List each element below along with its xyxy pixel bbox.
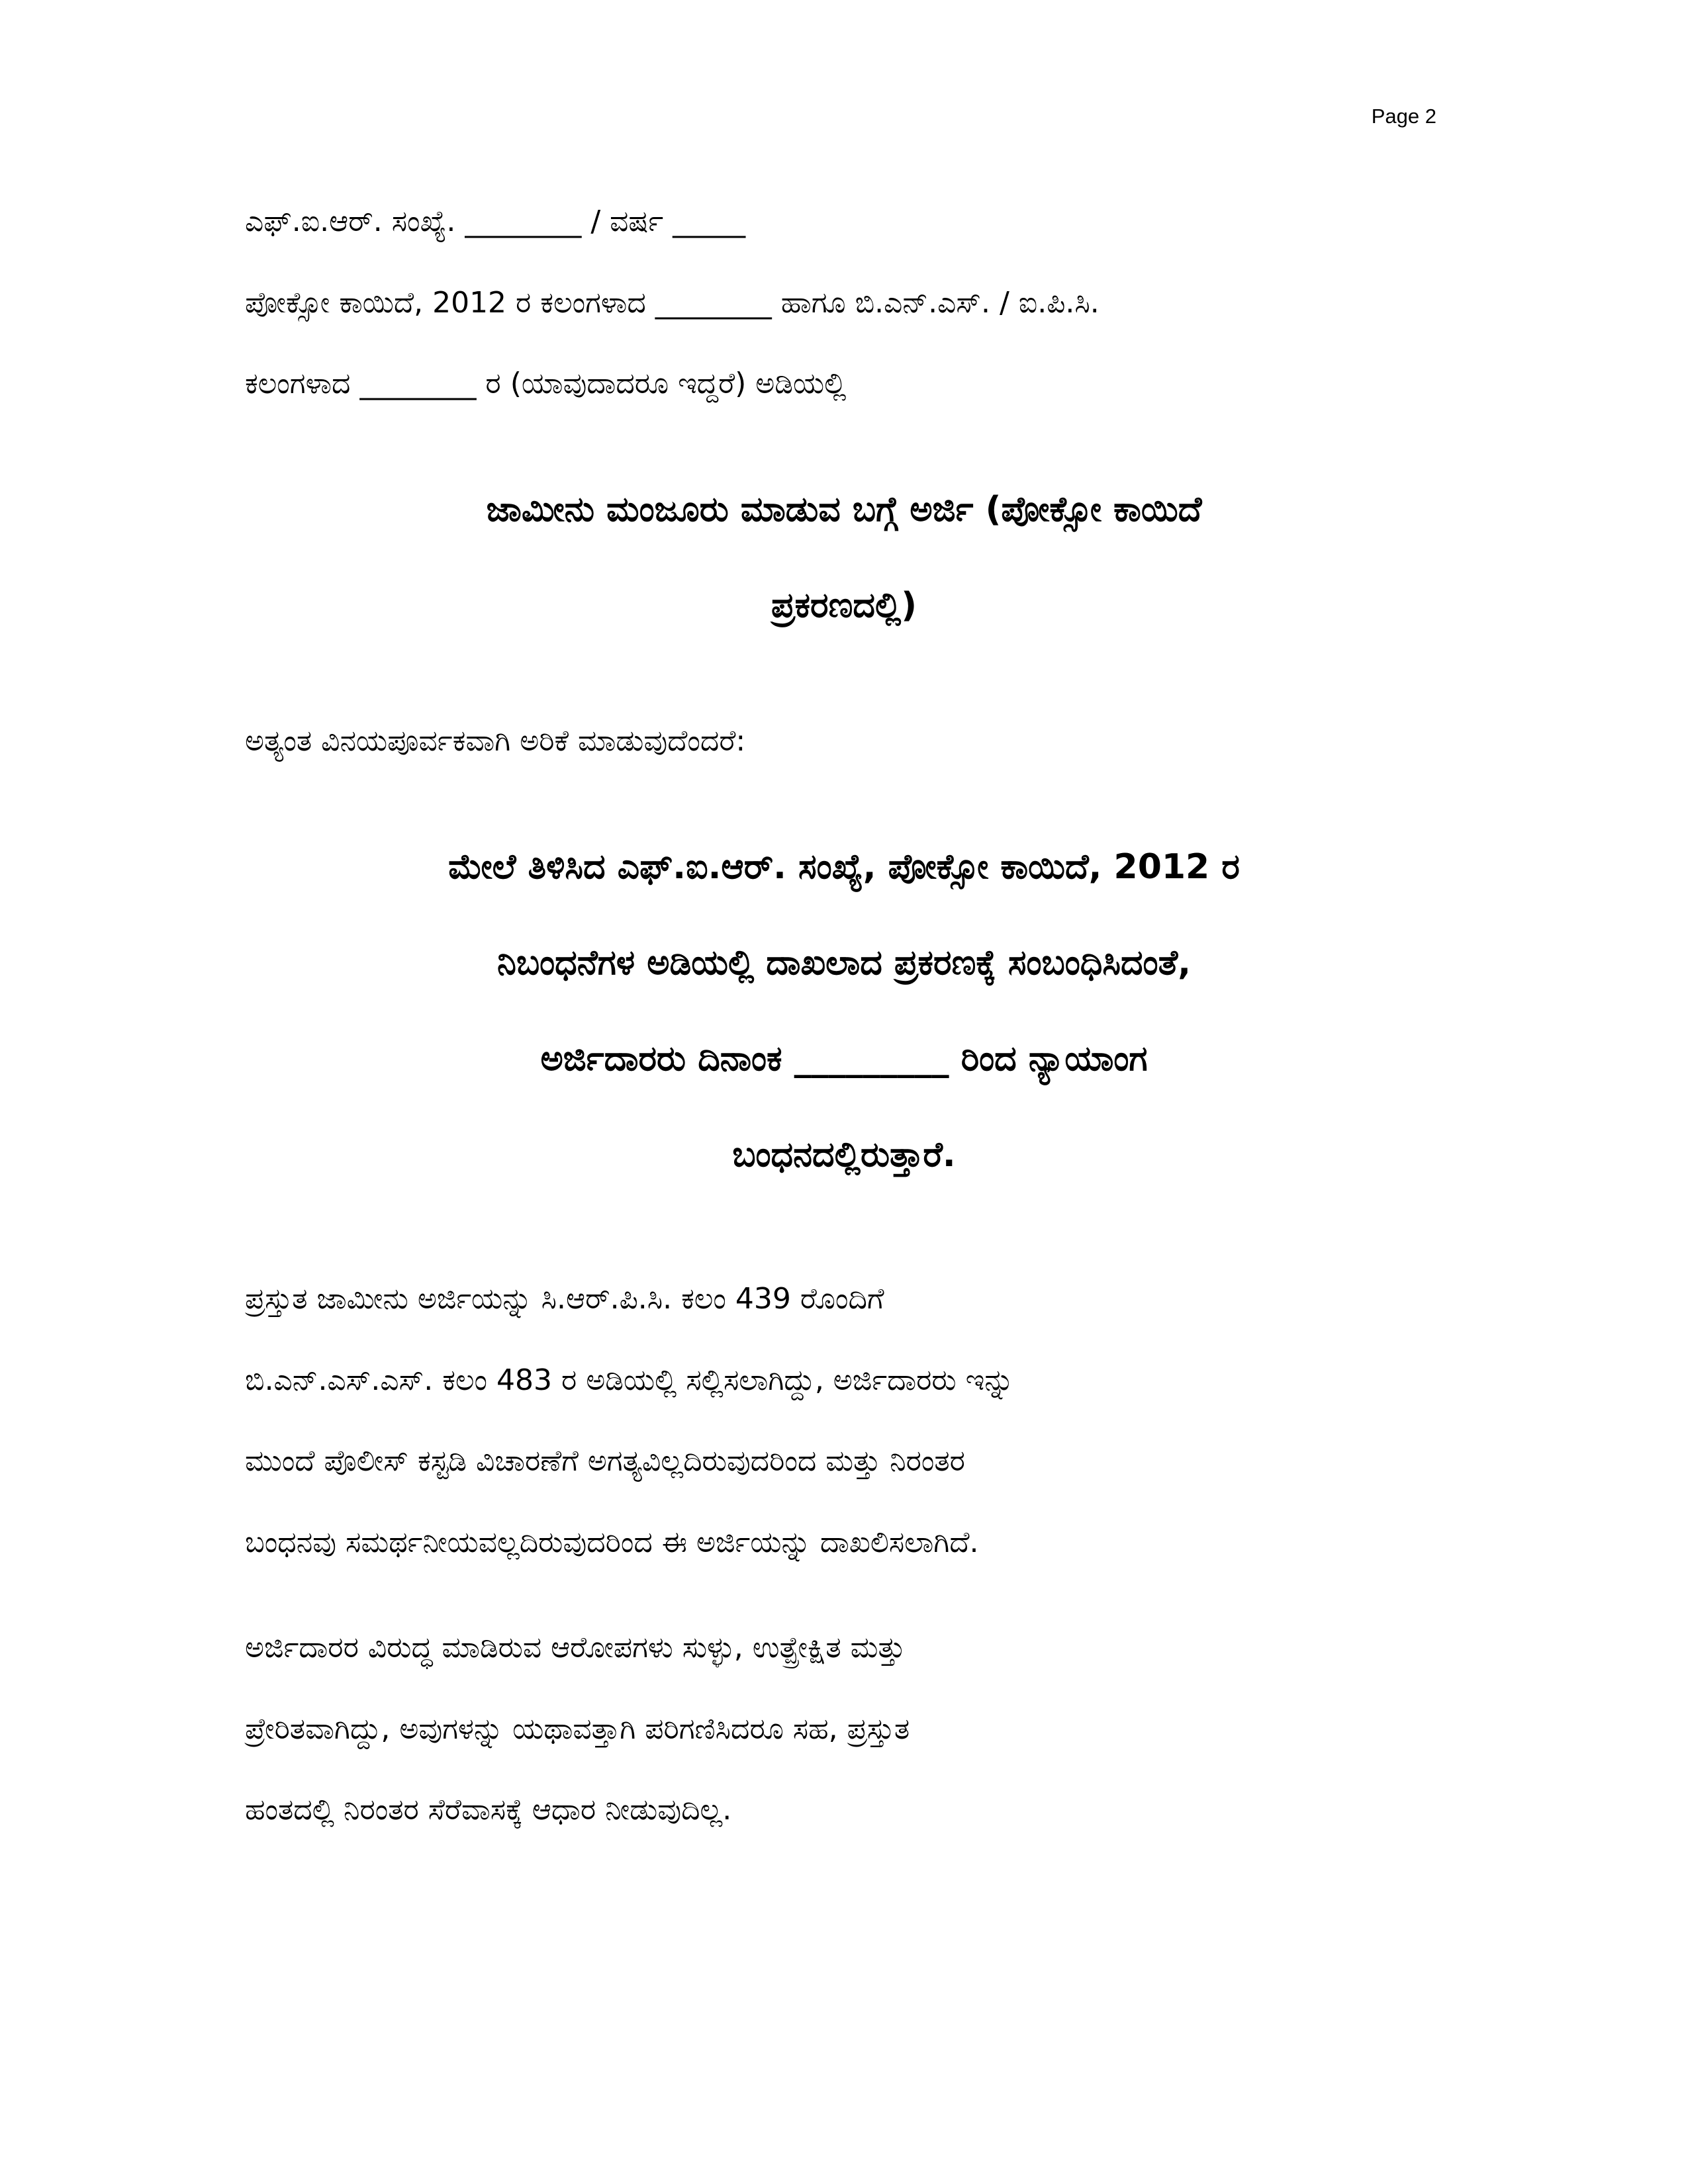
statement-line-2: ನಿಬಂಧನೆಗಳ ಅಡಿಯಲ್ಲಿ ದಾಖಲಾದ ಪ್ರಕರಣಕ್ಕೆ ಸಂಬಂಧಿಸಿದಂತೆ, bbox=[497, 943, 1191, 983]
document-title-line-1: ಜಾಮೀನು ಮಂಜೂರು ಮಾಡುವ ಬಗ್ಗೆ ಅರ್ಜಿ (ಪೋಕ್ಸೋ ಕಾಯಿದೆ bbox=[486, 490, 1202, 529]
pocso-sections-line: ಪೋಕ್ಸೋ ಕಾಯಿದೆ, 2012 ರ ಕಲಂಗಳಾದ ________ ಹಾಗೂ ಬಿ.ಎನ್.ಎಸ್. / ಐ.ಪಿ.ಸಿ. bbox=[245, 286, 1100, 320]
paragraph-1-line-4: ಬಂಧನವು ಸಮರ್ಥನೀಯವಲ್ಲದಿರುವುದರಿಂದ ಈ ಅರ್ಜಿಯನ್ನು ದಾಖಲಿಸಲಾಗಿದೆ. bbox=[245, 1525, 979, 1559]
paragraph-1-line-1: ಪ್ರಸ್ತುತ ಜಾಮೀನು ಅರ್ಜಿಯನ್ನು ಸಿ.ಆರ್.ಪಿ.ಸಿ. ಕಲಂ 439 ರೊಂದಿಗೆ bbox=[245, 1282, 884, 1316]
paragraph-2-line-1: ಅರ್ಜಿದಾರರ ವಿರುದ್ಧ ಮಾಡಿರುವ ಆರೋಪಗಳು ಸುಳ್ಳು, ಉತ್ಪ್ರೇಕ್ಷಿತ ಮತ್ತು bbox=[245, 1631, 906, 1664]
document-title-line-2: ಪ್ರಕರಣದಲ್ಲಿ) bbox=[771, 586, 917, 625]
fir-number-line: ಎಫ್.ಐ.ಆರ್. ಸಂಖ್ಯೆ. ________ / ವರ್ಷ _____ bbox=[245, 205, 746, 238]
paragraph-2-line-3: ಹಂತದಲ್ಲಿ ನಿರಂತರ ಸೆರೆವಾಸಕ್ಕೆ ಆಧಾರ ನೀಡುವುದಿಲ್ಲ. bbox=[245, 1793, 732, 1827]
statement-line-1: ಮೇಲೆ ತಿಳಿಸಿದ ಎಫ್.ಐ.ಆರ್. ಸಂಖ್ಯೆ, ಪೋಕ್ಸೋ ಕಾಯಿದೆ, 2012 ರ bbox=[448, 847, 1240, 887]
ipc-sections-line: ಕಲಂಗಳಾದ ________ ರ (ಯಾವುದಾದರೂ ಇದ್ದರೆ) ಅಡಿಯಲ್ಲಿ bbox=[245, 367, 847, 400]
statement-line-4: ಬಂಧನದಲ್ಲಿರುತ್ತಾರೆ. bbox=[732, 1135, 956, 1175]
paragraph-1-line-3: ಮುಂದೆ ಪೊಲೀಸ್ ಕಸ್ಟಡಿ ವಿಚಾರಣೆಗೆ ಅಗತ್ಯವಿಲ್ಲದಿರುವುದರಿಂದ ಮತ್ತು ನಿರಂತರ bbox=[245, 1444, 965, 1478]
paragraph-1-line-2: ಬಿ.ಎನ್.ಎಸ್.ಎಸ್. ಕಲಂ 483 ರ ಅಡಿಯಲ್ಲಿ ಸಲ್ಲಿಸಲಾಗಿದ್ದು, ಅರ್ಜಿದಾರರು ಇನ್ನು bbox=[245, 1363, 1014, 1397]
page-number: Page 2 bbox=[1371, 105, 1436, 128]
statement-line-3: ಅರ್ಜಿದಾರರು ದಿನಾಂಕ _________ ರಿಂದ ನ್ಯಾಯಾಂಗ bbox=[540, 1039, 1148, 1079]
paragraph-2-line-2: ಪ್ರೇರಿತವಾಗಿದ್ದು, ಅವುಗಳನ್ನು ಯಥಾವತ್ತಾಗಿ ಪರಿಗಣಿಸಿದರೂ ಸಹ, ಪ್ರಸ್ತುತ bbox=[245, 1712, 910, 1746]
salutation: ಅತ್ಯಂತ ವಿನಯಪೂರ್ವಕವಾಗಿ ಅರಿಕೆ ಮಾಡುವುದೆಂದರೆ: bbox=[245, 724, 746, 758]
